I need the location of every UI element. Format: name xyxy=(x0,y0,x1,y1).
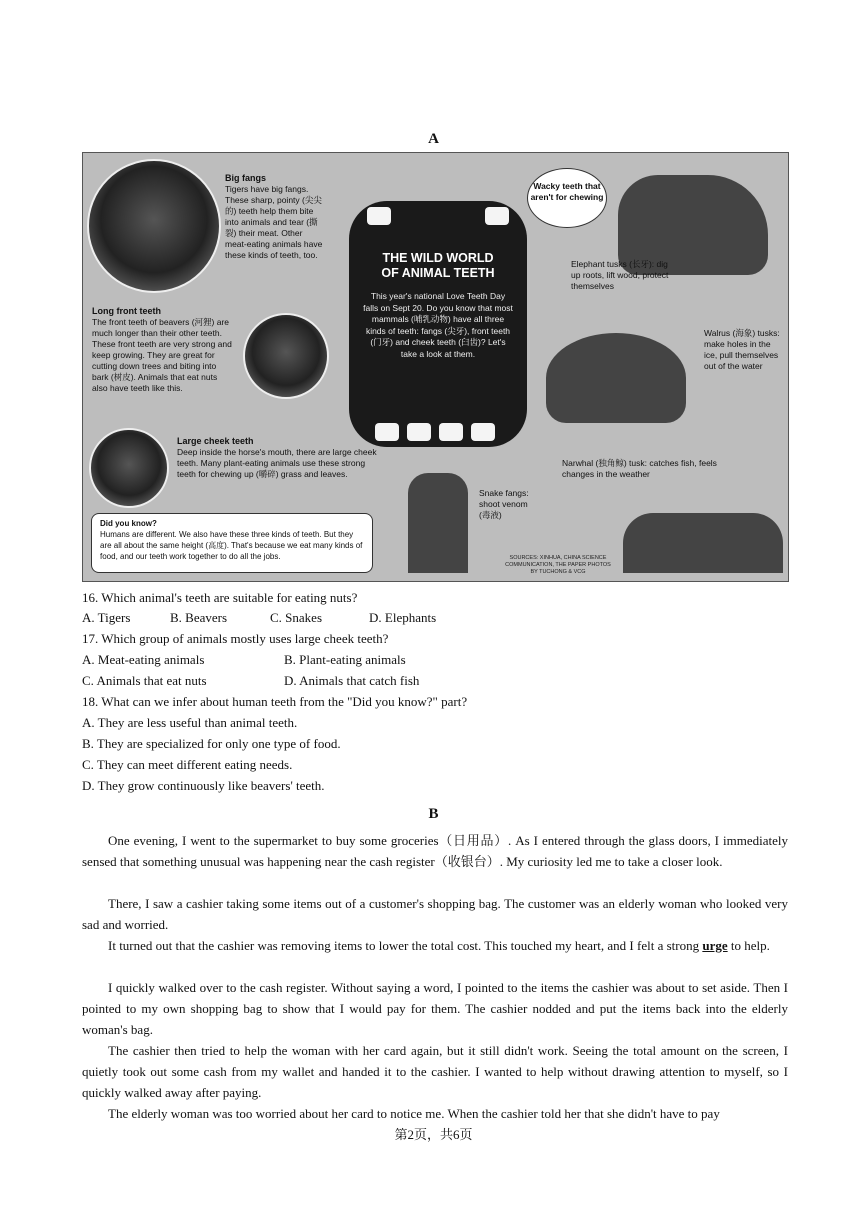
image-credit: SOURCES: XINHUA, CHINA SCIENCE COMMUNICATION, THE PAPER PHOTOS BY TUCHONG & VCG xyxy=(505,555,611,575)
paragraph-text: One evening, I went to the supermarket to buy some groceries（日用品）. As I entered through the glass doors, I immediately sensed that something unusual was happening near the cash register（收银台）. My curiosity led me to take a closer look. xyxy=(82,833,788,869)
option-18a: A. They are less useful than animal teeth. xyxy=(82,715,298,730)
cheek-teeth-note xyxy=(177,436,377,480)
paragraph-text: It turned out that the cashier was removing items to lower the total cost. This touched my heart, and I felt a strong xyxy=(108,938,703,953)
passage-paragraph-3 xyxy=(82,935,788,956)
front-teeth-note xyxy=(92,306,232,394)
animal-teeth-infographic xyxy=(82,152,789,582)
narwhal-photo xyxy=(623,513,783,573)
upper-tooth xyxy=(485,207,509,225)
paragraph-text: There, I saw a cashier taking some items out of a customer's shopping bag. The customer was an elderly woman who looked very sad and worried. xyxy=(82,896,788,932)
mouth-panel xyxy=(349,201,527,447)
section-a-title: A xyxy=(428,131,439,147)
option-16c: C. Snakes xyxy=(270,610,322,625)
question-18: 18. What can we infer about human teeth from the "Did you know?" part? xyxy=(82,694,468,709)
option-17a: A. Meat-eating animals xyxy=(82,652,205,667)
walrus-note: Walrus (海象) tusks: make holes in the ice, pull themselves out of the water xyxy=(704,328,780,371)
passage-paragraph-2 xyxy=(82,893,788,935)
front-teeth-title: Long front teeth xyxy=(92,306,161,316)
passage-paragraph-1 xyxy=(82,830,788,872)
paragraph-text: The elderly woman was too worried about her card to notice me. When the cashier told her that she didn't have to pay xyxy=(108,1106,720,1121)
big-fangs-note xyxy=(225,173,325,261)
snake-note: Snake fangs: shoot venom (毒液) xyxy=(479,488,529,520)
underlined-word: urge xyxy=(702,938,728,953)
walrus-photo xyxy=(546,333,686,423)
section-b-title: B xyxy=(428,806,439,822)
passage-paragraph-6 xyxy=(82,1103,788,1124)
did-you-know-title: Did you know? xyxy=(100,519,157,528)
lower-tooth xyxy=(407,423,431,441)
did-you-know-box xyxy=(91,513,373,573)
paragraph-text: to help. xyxy=(727,938,770,953)
option-18b: B. They are specialized for only one type of food. xyxy=(82,736,341,751)
lower-tooth xyxy=(375,423,399,441)
option-16b: B. Beavers xyxy=(170,610,228,625)
big-fangs-title: Big fangs xyxy=(225,173,267,183)
front-teeth-text: The front teeth of beavers (河狸) are much longer than their other teeth. These front teeth are very strong and keep growing. They are great for cutting down trees and biting into bark (树皮). Animals that eat nuts also have teeth like this. xyxy=(92,317,232,393)
beaver-photo xyxy=(243,313,329,399)
option-18d: D. They grow continuously like beavers' teeth. xyxy=(82,778,325,793)
passage-paragraph-5 xyxy=(82,1040,788,1103)
paragraph-text: I quickly walked over to the cash register. Without saying a word, I pointed to the items the cashier was about to set aside. Then I pointed to my own shopping bag to show that I would pay for them. The cashier nodded and put the items back into the elderly woman's bag. xyxy=(82,980,788,1037)
option-16a: A. Tigers xyxy=(82,610,131,625)
infographic-title-line2: OF ANIMAL TEETH xyxy=(381,266,495,280)
did-you-know-text: Humans are different. We also have these three kinds of teeth. But they are all about the same height (高度). That's because we eat many kinds of food, and our teeth work together to do all the jobs. xyxy=(100,530,363,561)
question-17: 17. Which group of animals mostly uses large cheek teeth? xyxy=(82,631,389,646)
option-18c: C. They can meet different eating needs. xyxy=(82,757,293,772)
big-fangs-text: Tigers have big fangs. These sharp, pointy (尖尖的) teeth help them bite into animals and tear (撕裂) their meat. Other meat-eating animals have these kinds of teeth, too. xyxy=(225,184,323,260)
horse-photo xyxy=(89,428,169,508)
lower-tooth xyxy=(439,423,463,441)
tiger-photo xyxy=(87,159,221,293)
question-16: 16. Which animal's teeth are suitable for eating nuts? xyxy=(82,590,358,605)
wacky-teeth-bubble: Wacky teeth that aren't for chewing xyxy=(527,168,607,228)
elephant-note: Elephant tusks (长牙): dig up roots, lift wood, protect themselves xyxy=(571,259,669,291)
page-footer: 第2页，共6页 xyxy=(394,1127,473,1142)
infographic-title xyxy=(349,251,527,281)
option-17d: D. Animals that catch fish xyxy=(284,673,420,688)
option-17c: C. Animals that eat nuts xyxy=(82,673,207,688)
cheek-teeth-text: Deep inside the horse's mouth, there are large cheek teeth. Many plant-eating animals use these strong teeth for chewing up (嚼碎) grass and leaves. xyxy=(177,447,377,479)
option-17b: B. Plant-eating animals xyxy=(284,652,406,667)
snake-photo xyxy=(408,473,468,573)
passage-paragraph-4 xyxy=(82,977,788,1040)
upper-tooth xyxy=(367,207,391,225)
option-16d: D. Elephants xyxy=(369,610,437,625)
infographic-intro: This year's national Love Teeth Day falls on Sept 20. Do you know that most mammals (哺乳动物) have all three kinds of teeth: fangs (尖牙), front teeth (门牙) and cheek teeth (臼齿)? Let's take a look at them. xyxy=(363,291,513,359)
cheek-teeth-title: Large cheek teeth xyxy=(177,436,254,446)
paragraph-text: The cashier then tried to help the woman with her card again, but it still didn't work. Seeing the total amount on the screen, I quietly took out some cash from my wallet and handed it to the cashier. I wanted to help without drawing attention to myself, so I quickly walked away after paying. xyxy=(82,1043,788,1100)
narwhal-note: Narwhal (独角鲸) tusk: catches fish, feels changes in the weather xyxy=(562,458,717,479)
infographic-title-line1: THE WILD WORLD xyxy=(382,251,494,265)
lower-tooth xyxy=(471,423,495,441)
